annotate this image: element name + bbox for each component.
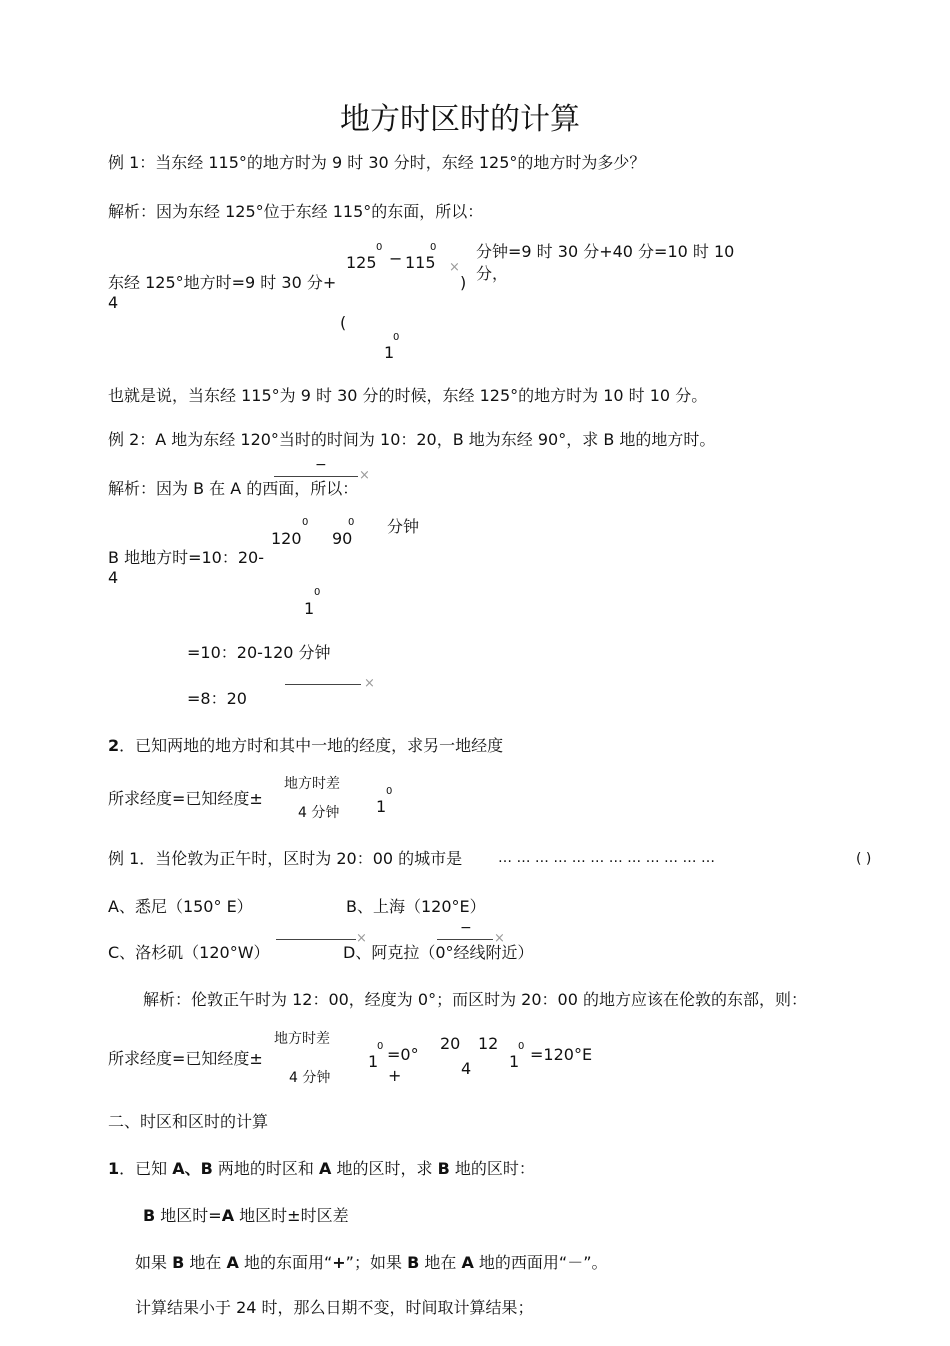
plus-sign: + — [388, 1066, 402, 1085]
formula-number: 125 — [346, 253, 377, 272]
minutes-label: 分钟 — [387, 517, 420, 536]
formula-number: 120 — [271, 529, 302, 548]
part-2-item: 1．已知 A、B 两地的时区和 A 地的区时，求 B 地的区时： — [108, 1159, 535, 1178]
option-a: A、悉尼（150° E） — [108, 897, 253, 916]
formula-number: 12 — [478, 1034, 499, 1053]
formula-lhs: 东经 125°地方时=9 时 30 分+ — [108, 273, 337, 292]
example-1-question: 例 1：当东经 115°的地方时为 9 时 30 分时，东经 125°的地方时为多少？ — [108, 153, 646, 172]
degree-mark: 0 — [377, 1041, 384, 1052]
part-2-heading: 二、时区和区时的计算 — [108, 1112, 269, 1131]
formula-result-line2: 分， — [476, 264, 509, 283]
degree-mark: 0 — [348, 517, 355, 528]
formula-equals: =0° — [387, 1045, 419, 1064]
option-c: C、洛杉矶（120°W） — [108, 943, 270, 962]
degree-mark: 0 — [302, 517, 309, 528]
section-heading — [108, 736, 503, 755]
formula-divisor: 4 — [461, 1059, 472, 1078]
sign-rule: 如果 B 地在 A 地的东面用“+”；如果 B 地在 A 地的西面用“－”。 — [135, 1253, 608, 1272]
multiply-icon: × — [364, 676, 375, 691]
zone-time-formula: B 地区时=A 地区时±时区差 — [143, 1206, 349, 1225]
fraction-bar — [274, 476, 358, 477]
degree-mark: 0 — [386, 786, 393, 797]
formula-lhs: 所求经度=已知经度± — [108, 789, 263, 808]
minus-sign: − — [315, 457, 327, 473]
multiply-icon: × — [356, 931, 367, 946]
example-2-question: 例 2：A 地为东经 120°当时的时间为 10：20，B 地为东经 90°，求 B 地的地方时。 — [108, 430, 716, 449]
formula-unit: 1 — [376, 797, 387, 816]
answer-bracket: ( ) — [856, 851, 872, 867]
example-1-analysis: 解析：因为东经 125°位于东经 115°的东面，所以： — [108, 202, 484, 221]
fraction-bar — [276, 939, 356, 940]
option-d: D、阿克拉（0°经线附近） — [343, 943, 534, 962]
fraction-bar — [437, 939, 493, 940]
formula-result-line1: 分钟=9 时 30 分+40 分=10 时 10 — [476, 242, 735, 261]
fraction-numerator: 地方时差 — [274, 1031, 330, 1047]
degree-mark: 0 — [393, 332, 400, 343]
date-rule: 计算结果小于 24 时，那么日期不变，时间取计算结果； — [135, 1298, 534, 1317]
formula-number: 90 — [332, 529, 353, 548]
degree-mark: 0 — [430, 242, 437, 253]
formula-denominator: 1 — [384, 343, 395, 362]
formula-result: =120°E — [530, 1045, 593, 1064]
minus-sign: − — [389, 249, 403, 268]
leader-dots: … … … … … … … … … … … … — [498, 850, 715, 866]
section-heading-text: ．已知两地的地方时和其中一地的经度，求另一地经度 — [119, 736, 504, 755]
formula-divisor: 4 — [108, 293, 119, 312]
calc-result: =8：20 — [187, 689, 247, 708]
formula-divisor: 4 — [108, 568, 119, 587]
degree-mark: 0 — [314, 587, 321, 598]
paren-close: ) — [460, 273, 467, 292]
example-3-analysis: 解析：伦敦正午时为 12：00，经度为 0°；而区时为 20：00 的地方应该在伦敦的东部，则： — [143, 990, 807, 1009]
formula-number: 20 — [440, 1034, 461, 1053]
multiply-icon: × — [359, 468, 370, 483]
paren-open: ( — [340, 313, 347, 332]
multiply-icon: × — [449, 260, 460, 275]
option-b: B、上海（120°E） — [346, 897, 486, 916]
formula-unit: 1 — [509, 1052, 520, 1071]
example-2-analysis: 解析：因为 B 在 A 的西面，所以： — [108, 479, 359, 498]
fraction-numerator: 地方时差 — [284, 776, 340, 792]
formula-unit: 1 — [368, 1052, 379, 1071]
calc-step: =10：20-120 分钟 — [187, 643, 331, 662]
multiply-icon: × — [494, 931, 505, 946]
minus-sign: − — [460, 920, 472, 936]
fraction-denominator: 4 分钟 — [289, 1070, 331, 1086]
degree-mark: 0 — [518, 1041, 525, 1052]
page-title: 地方时区时的计算 — [340, 102, 580, 137]
example-3-question: 例 1．当伦敦为正午时，区时为 20：00 的城市是 — [108, 849, 463, 868]
section-number: 2 — [108, 736, 120, 755]
degree-mark: 0 — [376, 242, 383, 253]
fraction-bar — [285, 684, 361, 685]
formula-lhs: 所求经度=已知经度± — [108, 1049, 263, 1068]
formula-lhs: B 地地方时=10：20- — [108, 548, 264, 567]
example-1-conclusion: 也就是说，当东经 115°为 9 时 30 分的时候，东经 125°的地方时为 10 时 10 分。 — [108, 386, 708, 405]
formula-number: 115 — [405, 253, 436, 272]
fraction-denominator: 4 分钟 — [298, 805, 340, 821]
formula-denominator: 1 — [304, 599, 315, 618]
